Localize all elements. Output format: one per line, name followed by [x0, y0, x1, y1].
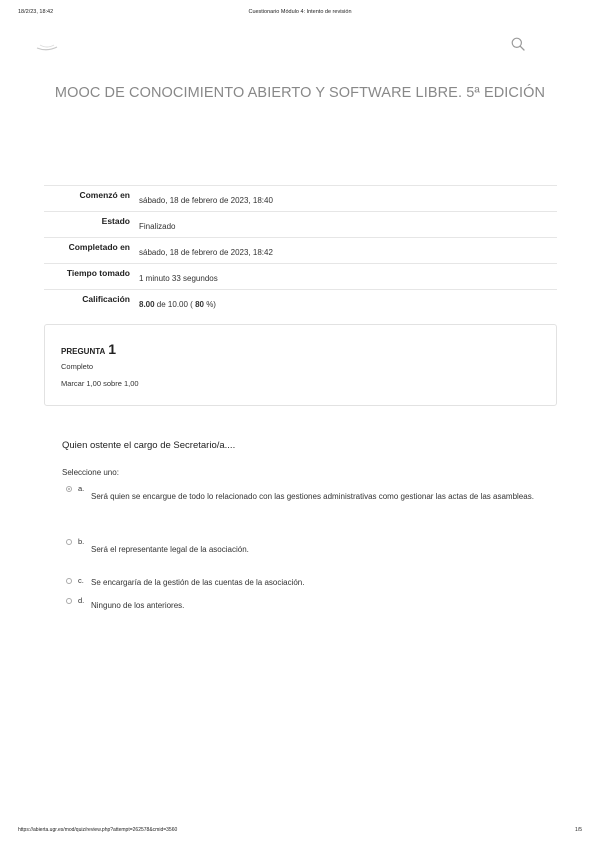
summary-row-state — [44, 212, 557, 238]
course-title: MOOC DE CONOCIMIENTO ABIERTO Y SOFTWARE LIBRE. 5ª EDICIÓN — [54, 85, 546, 101]
answer-letter: b. — [78, 537, 85, 546]
attempt-summary-table — [44, 185, 557, 316]
radio-button[interactable] — [66, 539, 72, 545]
grade-score: 8.00 — [139, 300, 155, 309]
summary-value: Finalizado — [139, 222, 176, 231]
print-page-number: 1/5 — [575, 827, 582, 833]
question-grade: Marcar 1,00 sobre 1,00 — [61, 379, 139, 388]
question-state: Completo — [61, 362, 94, 371]
summary-row-grade — [44, 290, 557, 316]
radio-button-selected[interactable] — [66, 486, 72, 492]
grade-percent: 80 — [195, 300, 204, 309]
question-number-value: 1 — [108, 341, 117, 357]
radio-button[interactable] — [66, 578, 72, 584]
summary-row-started — [44, 186, 557, 212]
summary-label: Tiempo tomado — [66, 268, 130, 278]
summary-label: Estado — [101, 216, 130, 226]
answer-letter: c. — [78, 576, 84, 585]
grade-value — [130, 290, 216, 316]
search-icon[interactable] — [511, 37, 525, 51]
summary-value: 1 minuto 33 segundos — [139, 274, 218, 283]
grade-end: %) — [203, 300, 216, 309]
answer-text: Se encargaría de la gestión de las cuentas de la asociación. — [91, 578, 305, 587]
summary-label: Comenzó en — [79, 190, 130, 200]
summary-label: Calificación — [82, 294, 130, 304]
grade-middle: de 10.00 ( — [154, 300, 196, 309]
print-footer — [18, 827, 582, 837]
summary-value: sábado, 18 de febrero de 2023, 18:42 — [139, 248, 273, 257]
print-date: 18/2/23, 18:42 — [18, 9, 54, 15]
question-number — [61, 341, 116, 357]
answer-letter: a. — [78, 484, 85, 493]
summary-label: Completado en — [68, 242, 130, 252]
summary-value: sábado, 18 de febrero de 2023, 18:40 — [139, 196, 273, 205]
question-info-box — [44, 324, 557, 406]
summary-row-time-taken — [44, 264, 557, 290]
logo-icon[interactable] — [36, 41, 58, 51]
radio-button[interactable] — [66, 598, 72, 604]
answer-text: Será el representante legal de la asociación. — [91, 545, 249, 554]
answer-text: Será quien se encargue de todo lo relacionado con las gestiones administrativas como gestionar las actas de las asambleas. — [91, 492, 534, 501]
summary-row-completed — [44, 238, 557, 264]
question-text: Quien ostente el cargo de Secretario/a.... — [62, 440, 236, 451]
question-label: PREGUNTA — [61, 347, 106, 356]
answer-text: Ninguno de los anteriores. — [91, 601, 185, 610]
print-header — [18, 9, 582, 19]
answer-letter: d. — [78, 596, 85, 605]
answer-prompt: Seleccione uno: — [62, 468, 119, 477]
print-url: https://abierta.ugr.es/mod/quiz/review.php?attempt=262578&cmid=3560 — [18, 827, 178, 833]
print-document-title: Cuestionario Módulo 4: Intento de revisión — [248, 9, 352, 15]
